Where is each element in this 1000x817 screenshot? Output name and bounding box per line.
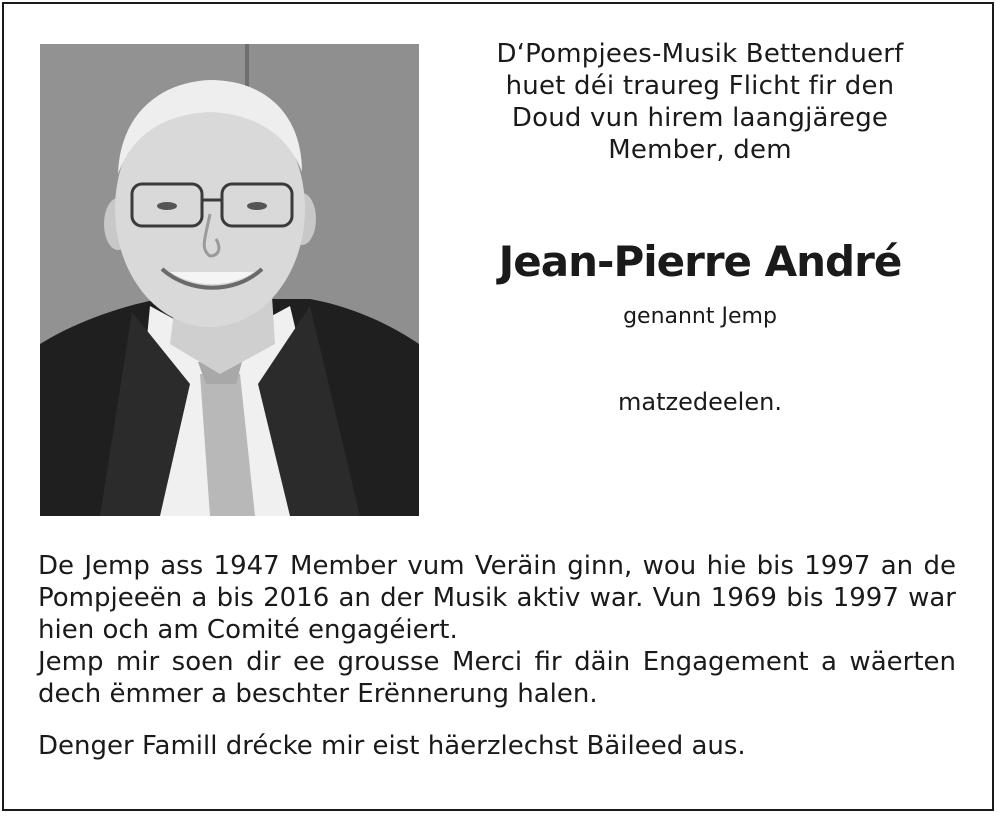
intro-line: Doud vun hirem laangjärege [511, 103, 889, 133]
tribute-body [38, 550, 956, 762]
portrait-photo-icon [40, 44, 419, 516]
tribute-paragraph: De Jemp ass 1947 Member vum Veräin ginn, wou hie bis 1997 an de Pompjeeën a bis 2016 an der Musik aktiv war. Vun 1969 bis 1997 war hien och am Comité engagéiert. [38, 551, 956, 645]
intro-text [430, 38, 970, 166]
deceased-nickname: genannt Jemp [623, 304, 777, 329]
condolence-paragraph: Denger Famill drécke mir eist häerzlechst Bäileed aus. [38, 731, 746, 761]
portrait-photo [40, 44, 419, 516]
intro-line: Member, dem [608, 135, 792, 165]
deceased-name: Jean-Pierre André [498, 237, 902, 286]
tribute-paragraph: Jemp mir soen dir ee grousse Merci fir däin Engagement a wäerten dech ëmmer a beschter Erënnerung halen. [38, 647, 956, 709]
announcement-closing: matzedeelen. [618, 388, 782, 416]
intro-line: D‘Pompjees-Musik Bettenduerf [496, 39, 904, 69]
intro-line: huet déi traureg Flicht fir den [505, 71, 895, 101]
paragraph-spacer [38, 710, 956, 730]
